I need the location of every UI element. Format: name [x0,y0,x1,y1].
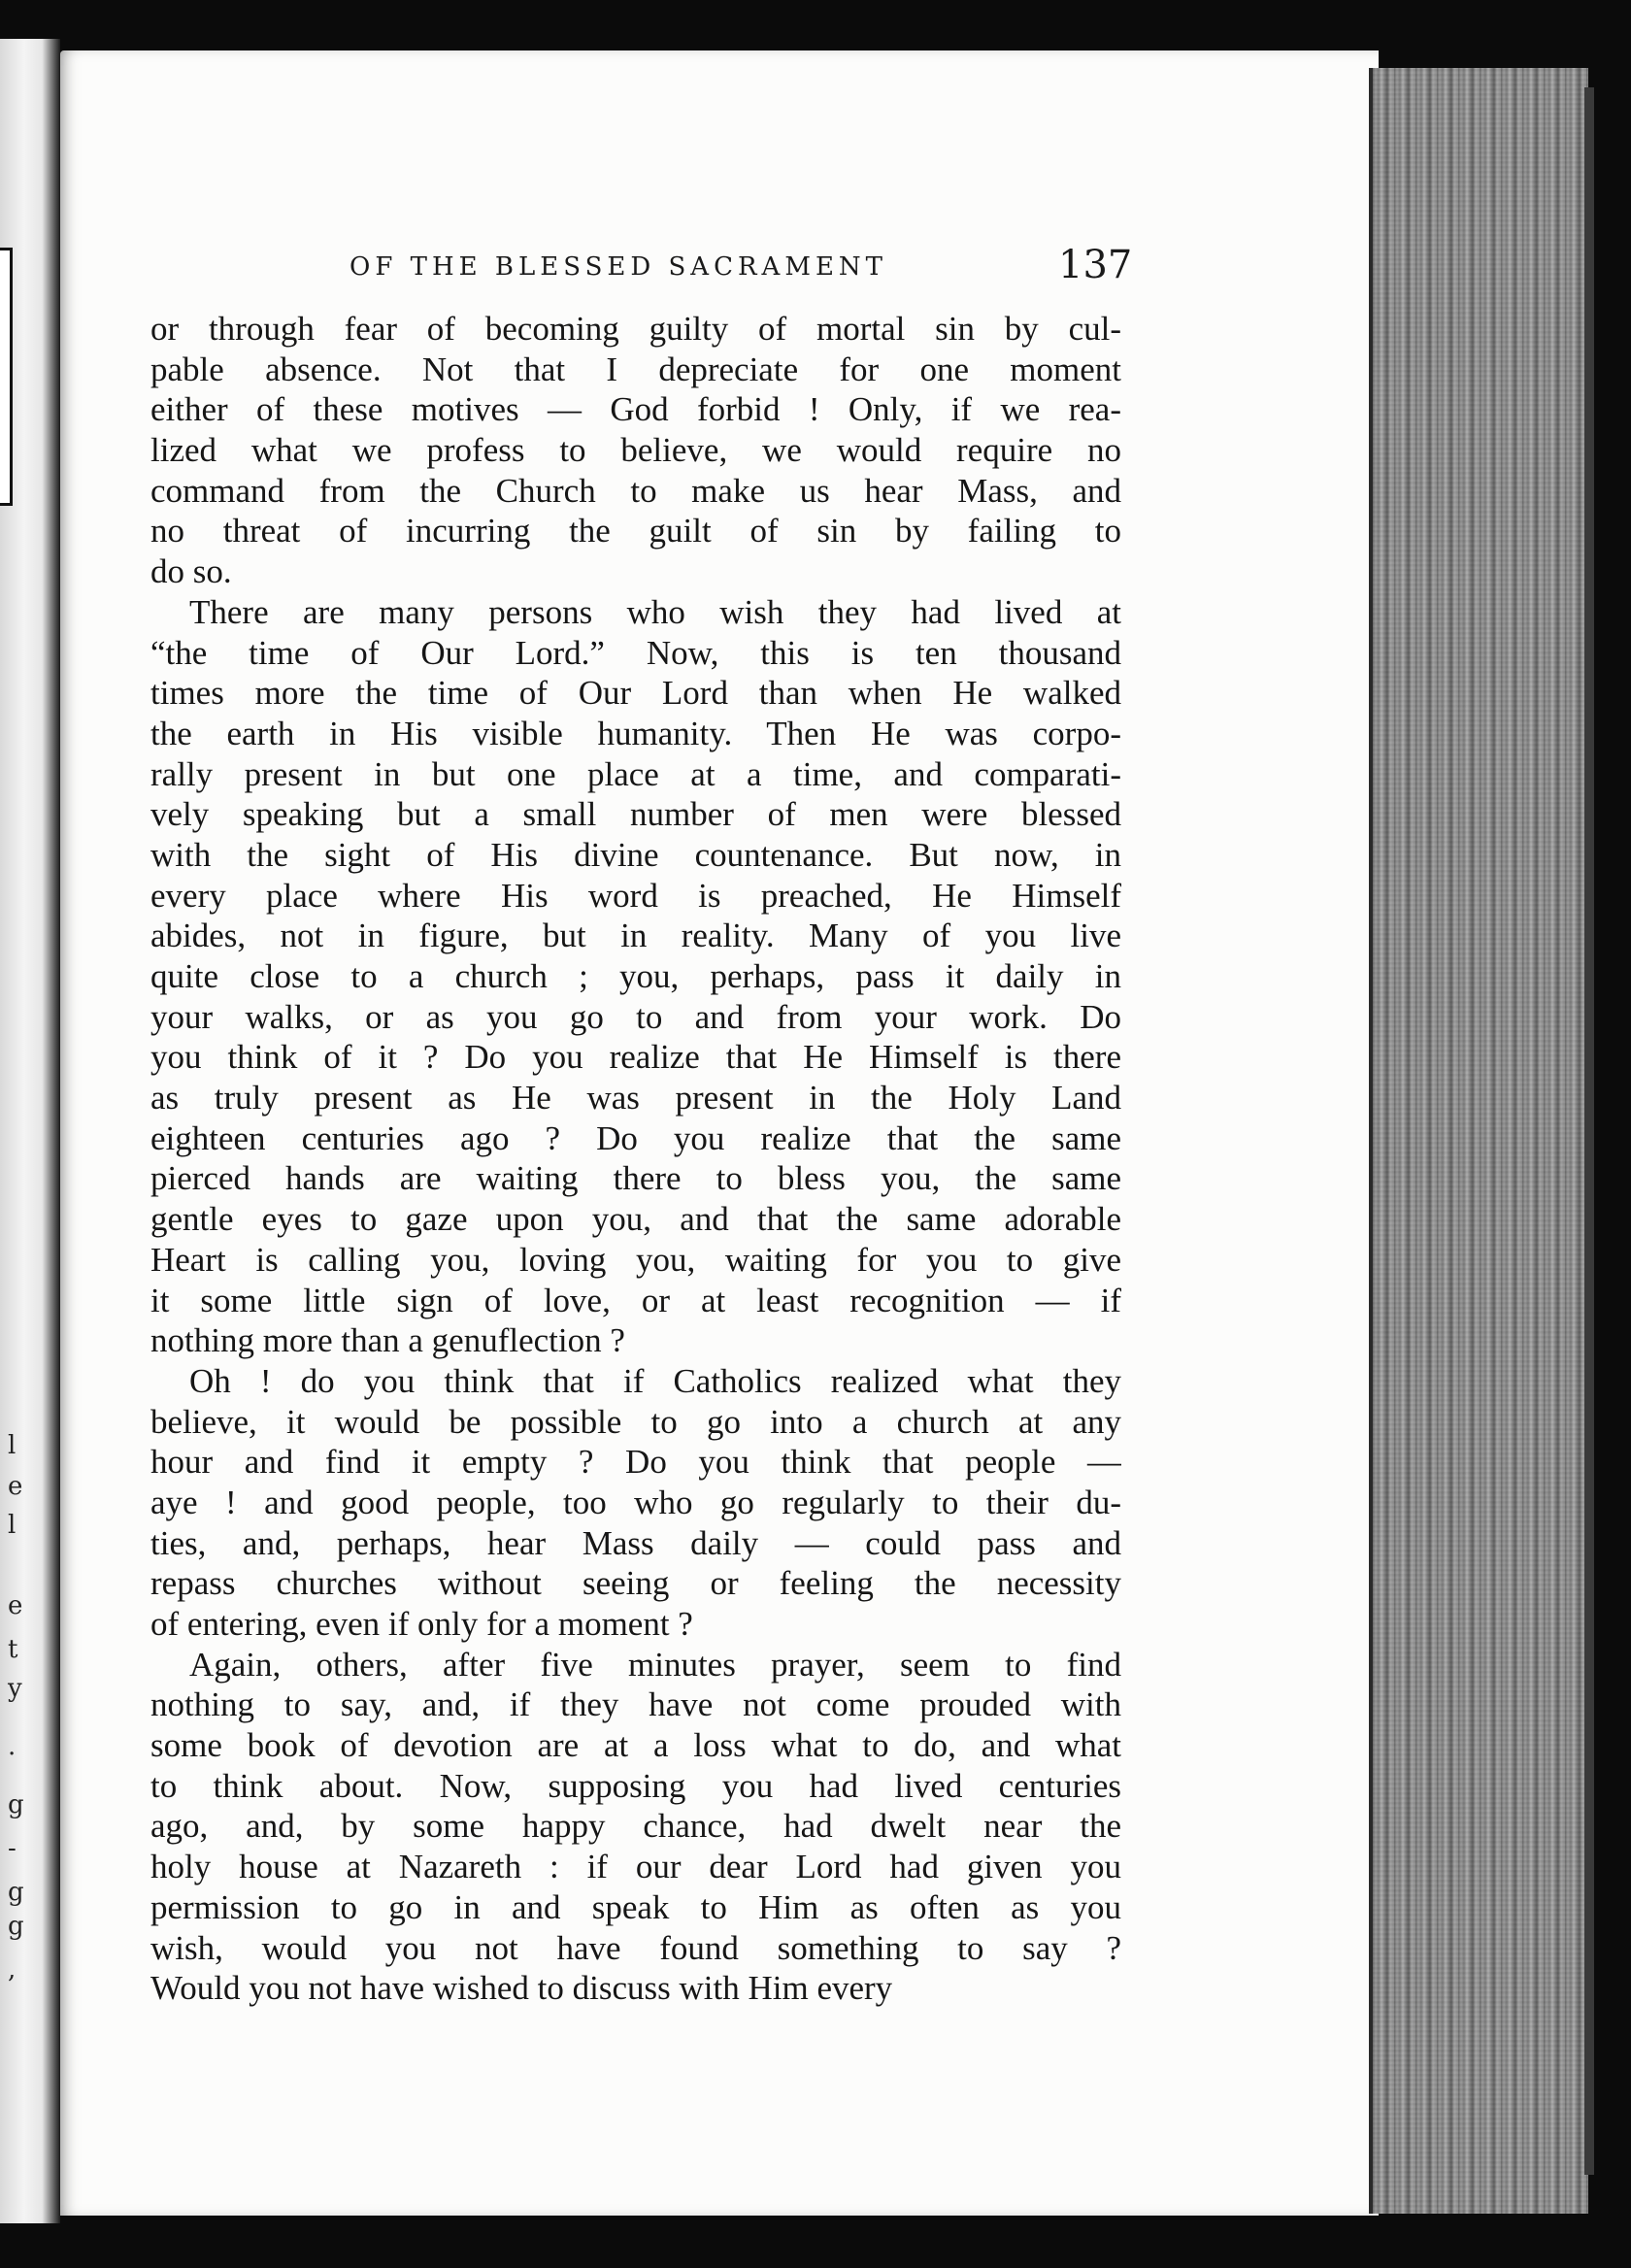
text-line: pable absence. Not that I depreciate for one moment [150,350,1121,388]
text-line: hour and find it empty ? Do you think that people — [150,1443,1121,1482]
text-line: you think of it ? Do you realize that He Himself is there [150,1038,1121,1077]
text-line: command from the Church to make us hear Mass, and [150,471,1121,510]
text-line: gentle eyes to gaze upon you, and that the same adorable [150,1200,1121,1239]
paragraph [150,309,1121,592]
text-line: There are many persons who wish they had lived at [189,592,1121,631]
text-line: times more the time of Our Lord than when He walked [150,674,1121,713]
running-head [146,243,1133,291]
text-line: some book of devotion are at a loss what to do, and what [150,1726,1121,1765]
text-line: nothing to say, and, if they have not come prouded with [150,1685,1121,1724]
text-line: of entering, even if only for a moment ? [150,1605,693,1643]
margin-fragment: g [8,1790,24,1819]
text-line: or through fear of becoming guilty of mortal sin by cul- [150,310,1121,348]
text-line: abides, not in figure, but in reality. Many of you live [150,917,1121,955]
margin-fragment: . [8,1732,17,1761]
margin-fragment: y [8,1674,22,1703]
body-text [150,309,1121,2009]
margin-fragment: g [8,1912,24,1941]
text-line: with the sight of His divine countenance. But now, in [150,835,1121,874]
text-line: Heart is calling you, loving you, waiting for you to give [150,1240,1121,1279]
text-line: repass churches without seeing or feeling the necessity [150,1564,1121,1603]
text-line: believe, it would be possible to go into a church at any [150,1402,1121,1441]
page-number: 137 [1058,243,1133,287]
text-line: eighteen centuries ago ? Do you realize that the same [150,1118,1121,1157]
margin-fragment: , [8,1955,17,1984]
text-line: wish, would you not have found something to say ? [150,1928,1121,1967]
margin-fragment: l [8,1431,17,1460]
margin-fragment: e [8,1472,23,1501]
text-line: it some little sign of love, or at least recognition — if [150,1281,1121,1319]
text-line: ago, and, by some happy chance, had dwelt near the [150,1807,1121,1846]
text-line: the earth in His visible humanity. Then He was corpo- [150,714,1121,752]
text-line: lized what we profess to believe, we would require no [150,431,1121,470]
text-line: your walks, or as you go to and from your work. Do [150,997,1121,1036]
running-title: OF THE BLESSED SACRAMENT [350,252,888,282]
text-line: either of these motives — God forbid ! Only, if we rea- [150,390,1121,429]
margin-fragment: t [8,1635,18,1664]
margin-fragment: e [8,1591,23,1620]
text-line: to think about. Now, supposing you had lived centuries [150,1766,1121,1805]
margin-fragment: g [8,1878,24,1907]
paragraph [150,1645,1121,2009]
paragraph [150,1361,1121,1645]
text-line: as truly present as He was present in the Holy Land [150,1079,1121,1117]
margin-fragment: l [8,1511,17,1540]
text-line: permission to go in and speak to Him as often as you [150,1887,1121,1926]
text-line: no threat of incurring the guilt of sin by failing to [150,512,1121,550]
text-line: ties, and, perhaps, hear Mass daily — could pass and [150,1523,1121,1562]
text-line: vely speaking but a small number of men were blessed [150,795,1121,834]
text-line: holy house at Nazareth : if our dear Lord had given you [150,1848,1121,1886]
text-line: Would you not have wished to discuss with Him every [150,1969,893,2008]
text-line: every place where His word is preached, He Himself [150,876,1121,915]
previous-page-edge [0,39,60,2223]
text-line: Oh ! do you think that if Catholics realized what they [189,1361,1121,1400]
paragraph [150,592,1121,1361]
text-line: aye ! and good people, too who go regularly to their du- [150,1483,1121,1521]
text-line: nothing more than a genuflection ? [150,1321,625,1360]
text-line: do so. [150,552,232,591]
previous-page-frame [0,248,13,506]
text-line: Again, others, after five minutes prayer, seem to find [189,1645,1121,1684]
fore-edge-shadow [1584,87,1594,2175]
page-fore-edge [1369,68,1588,2214]
text-line: pierced hands are waiting there to bless you, the same [150,1159,1121,1198]
text-line: quite close to a church ; you, perhaps, pass it daily in [150,957,1121,995]
text-line: “the time of Our Lord.” Now, this is ten thousand [150,633,1121,672]
text-line: rally present in but one place at a time, and comparati- [150,754,1121,793]
margin-fragment: - [8,1834,17,1863]
